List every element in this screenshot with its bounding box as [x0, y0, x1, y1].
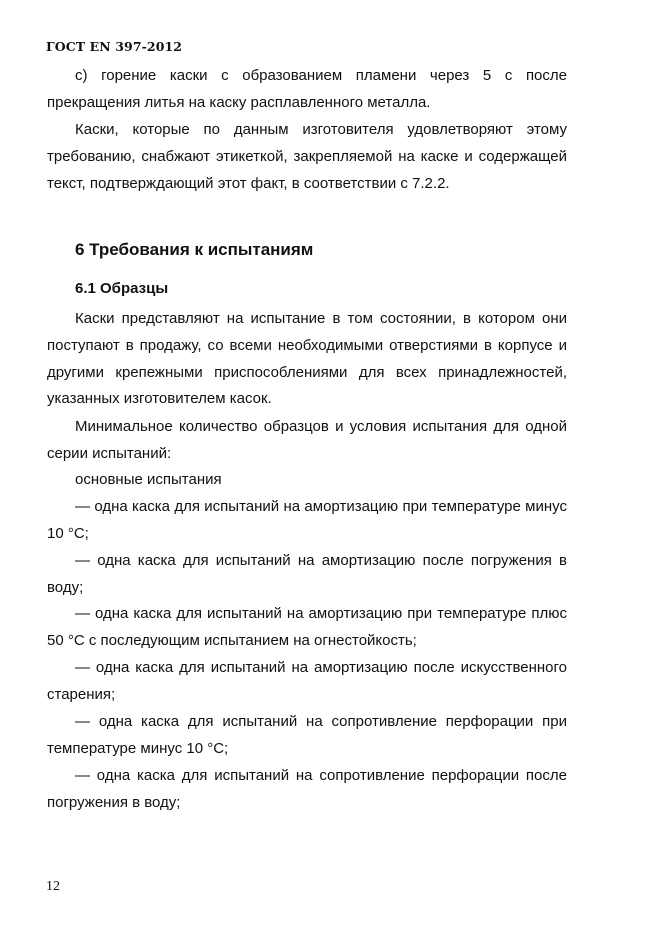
list-item-shock-aging: — одна каска для испытаний на амортизацию после искусственного старения;	[47, 659, 567, 703]
paragraph-fire-condition: c) горение каски с образованием пламени через 5 с после прекращения литья на каску расплавленного металла.	[47, 67, 567, 111]
paragraph-minimum-samples: Минимальное количество образцов и условия испытания для одной серии испытаний:	[47, 418, 567, 462]
list-item-perforation-water: — одна каска для испытаний на сопротивление перфорации после погружения в воду;	[47, 767, 567, 811]
list-item-shock-water: — одна каска для испытаний на амортизацию после погружения в воду;	[47, 552, 567, 596]
list-item-perforation-cold: — одна каска для испытаний на сопротивление перфорации при температуре минус 10 °C;	[47, 713, 567, 757]
paragraph-samples-condition: Каски представляют на испытание в том состоянии, в котором они поступают в продажу, со всеми необходимыми отверстиями в корпусе и другими крепежными приспособлениями для всех принадлежностей, указанных изготовителем касок.	[47, 310, 567, 408]
paragraph-helmet-labeling: Каски, которые по данным изготовителя удовлетворяют этому требованию, снабжают этикеткой, закрепляемой на каске и содержащей текст, подтверждающий этот факт, в соответствии с 7.2.2.	[47, 121, 567, 192]
page-number: 12	[46, 879, 60, 894]
list-item-shock-heat-fire: — одна каска для испытаний на амортизацию при температуре плюс 50 °C с последующим испытанием на огнестойкость;	[47, 605, 567, 649]
list-item-shock-cold: — одна каска для испытаний на амортизацию при температуре минус 10 °C;	[47, 498, 567, 542]
document-header: ГОСТ EN 397-2012	[46, 39, 183, 54]
paragraph-basic-tests: основные испытания	[75, 471, 222, 488]
subsection-heading-samples: 6.1 Образцы	[75, 280, 169, 297]
section-heading-test-requirements: 6 Требования к испытаниям	[75, 240, 314, 259]
